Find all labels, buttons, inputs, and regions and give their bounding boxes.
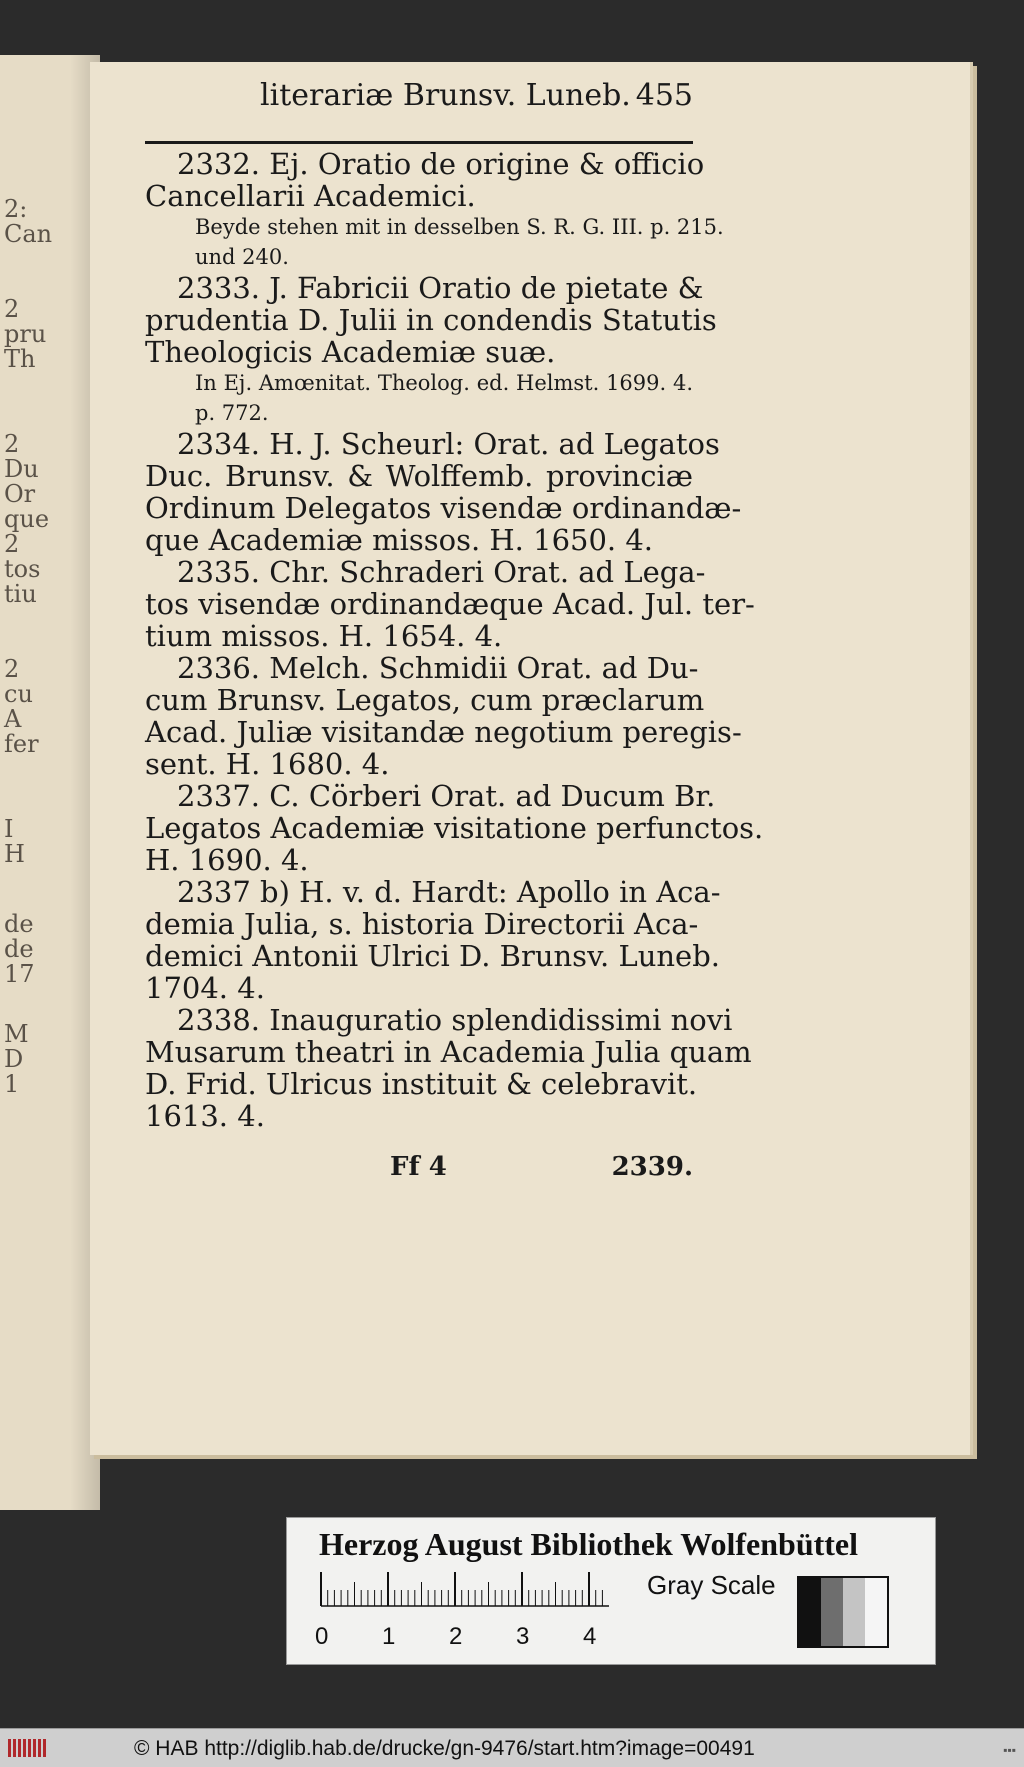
text-line: Theologicis Academiæ suæ. — [145, 335, 556, 369]
facing-page-fragment: cu — [4, 680, 33, 708]
text-line: Acad. Juliæ visitandæ negotium peregis- — [145, 715, 742, 749]
ruler-number: 4 — [583, 1623, 597, 1650]
text-line: 2334. H. J. Scheurl: Orat. ad Legatos — [177, 427, 720, 461]
text-line: D. Frid. Ulricus instituit & celebravit. — [145, 1067, 698, 1101]
ruler-number: 3 — [516, 1623, 530, 1650]
facing-page-fragment: 2 — [4, 655, 20, 683]
facing-page-fragment: D — [4, 1045, 24, 1073]
header-rule — [145, 141, 693, 144]
ruler-number: 0 — [315, 1623, 329, 1650]
text-line: Legatos Academiæ visitatione perfunctos. — [145, 811, 764, 845]
hab-logo-icon — [8, 1737, 48, 1759]
library-name: Herzog August Bibliothek Wolfenbüttel — [319, 1526, 859, 1562]
facing-page-fragment: tiu — [4, 580, 37, 608]
ruler — [317, 1568, 637, 1658]
text-line: prudentia D. Julii in condendis Statutis — [145, 303, 717, 337]
facing-page-fragment: de — [4, 935, 34, 963]
gray-scale-label: Gray Scale — [647, 1570, 776, 1600]
gray-swatches — [797, 1576, 889, 1648]
facing-page-fragment: de — [4, 910, 34, 938]
facing-page-fragment: 2: — [4, 195, 28, 223]
facing-page-fragment: que — [4, 505, 50, 533]
facing-page-edge — [0, 55, 100, 1510]
facing-page-fragment: 2 — [4, 430, 20, 458]
gray-swatch — [843, 1578, 865, 1646]
signature-mark: Ff 4 — [390, 1152, 447, 1182]
facing-page-fragment: pru — [4, 320, 47, 348]
gray-swatch — [799, 1578, 821, 1646]
text-line: tos visendæ ordinandæque Acad. Jul. ter- — [145, 587, 755, 621]
text-line: que Academiæ missos. H. 1650. 4. — [145, 523, 654, 557]
text-line: tium missos. H. 1654. 4. — [145, 619, 503, 653]
facing-page-fragment: tos — [4, 555, 41, 583]
running-header — [145, 70, 693, 115]
text-line: cum Brunsv. Legatos, cum præclarum — [145, 683, 705, 717]
text-line: 2335. Chr. Schraderi Orat. ad Lega- — [177, 555, 706, 589]
facing-page-fragment: Or — [4, 480, 36, 508]
text-line: Duc. Brunsv. & Wolffemb. provinciæ — [145, 459, 693, 493]
gray-swatch — [821, 1578, 843, 1646]
facing-page-fragment: I — [4, 815, 14, 843]
facing-page-fragment: Th — [4, 345, 36, 373]
page-body — [145, 147, 764, 1133]
text-line: 2336. Melch. Schmidii Orat. ad Du- — [177, 651, 699, 685]
text-line: H. 1690. 4. — [145, 843, 309, 877]
facing-page-fragment: 2 — [4, 295, 20, 323]
gray-swatch — [865, 1578, 887, 1646]
text-line-note: p. 772. — [195, 401, 269, 425]
facing-page-fragment: A — [4, 705, 22, 733]
facing-page-fragment: Du — [4, 455, 39, 483]
ruler-number: 2 — [449, 1623, 463, 1650]
facing-page-fragment: 17 — [4, 960, 35, 988]
facing-page-fragment: M — [4, 1020, 29, 1048]
facing-page-fragment: 1 — [4, 1070, 20, 1098]
facing-page-fragment: H — [4, 840, 25, 868]
text-line: 1613. 4. — [145, 1099, 265, 1133]
text-line: Musarum theatri in Academia Julia quam — [145, 1035, 752, 1069]
catchword: 2339. — [611, 1152, 693, 1182]
text-line: 2338. Inauguratio splendidissimi novi — [177, 1003, 733, 1037]
text-line: 2333. J. Fabricii Oratio de pietate & — [177, 271, 704, 305]
text-line: demici Antonii Ulrici D. Brunsv. Luneb. — [145, 939, 721, 973]
facing-page-fragment: 2 — [4, 530, 20, 558]
header-title: literariæ Brunsv. Luneb. — [260, 78, 631, 113]
text-line: 1704. 4. — [145, 971, 265, 1005]
text-line-note: In Ej. Amœnitat. Theolog. ed. Helmst. 1699. 4. — [195, 371, 693, 395]
gray-scale-card — [286, 1517, 936, 1665]
text-line: 2332. Ej. Oratio de origine & officio — [177, 147, 705, 181]
viewer-footer — [0, 1728, 1024, 1767]
copyright-url: © HAB http://diglib.hab.de/drucke/gn-9476/start.htm?image=00491 — [134, 1737, 755, 1760]
ruler-number: 1 — [382, 1623, 396, 1650]
page-number: 455 — [635, 78, 693, 113]
text-line: 2337 b) H. v. d. Hardt: Apollo in Aca- — [177, 875, 721, 909]
text-line-note: und 240. — [195, 245, 289, 269]
text-line: Cancellarii Academici. — [145, 179, 476, 213]
text-line-note: Beyde stehen mit in desselben S. R. G. III. p. 215. — [195, 215, 724, 239]
text-line: sent. H. 1680. 4. — [145, 747, 390, 781]
page-footer-line — [145, 1152, 693, 1192]
facing-page-fragment: Can — [4, 220, 53, 248]
facing-page-fragment: fer — [4, 730, 39, 758]
text-line: Ordinum Delegatos visendæ ordinandæ- — [145, 491, 742, 525]
text-line: 2337. C. Cörberi Orat. ad Ducum Br. — [177, 779, 716, 813]
more-icon[interactable]: ▪▪▪ — [1003, 1743, 1016, 1757]
text-line: demia Julia, s. historia Directorii Aca- — [145, 907, 699, 941]
